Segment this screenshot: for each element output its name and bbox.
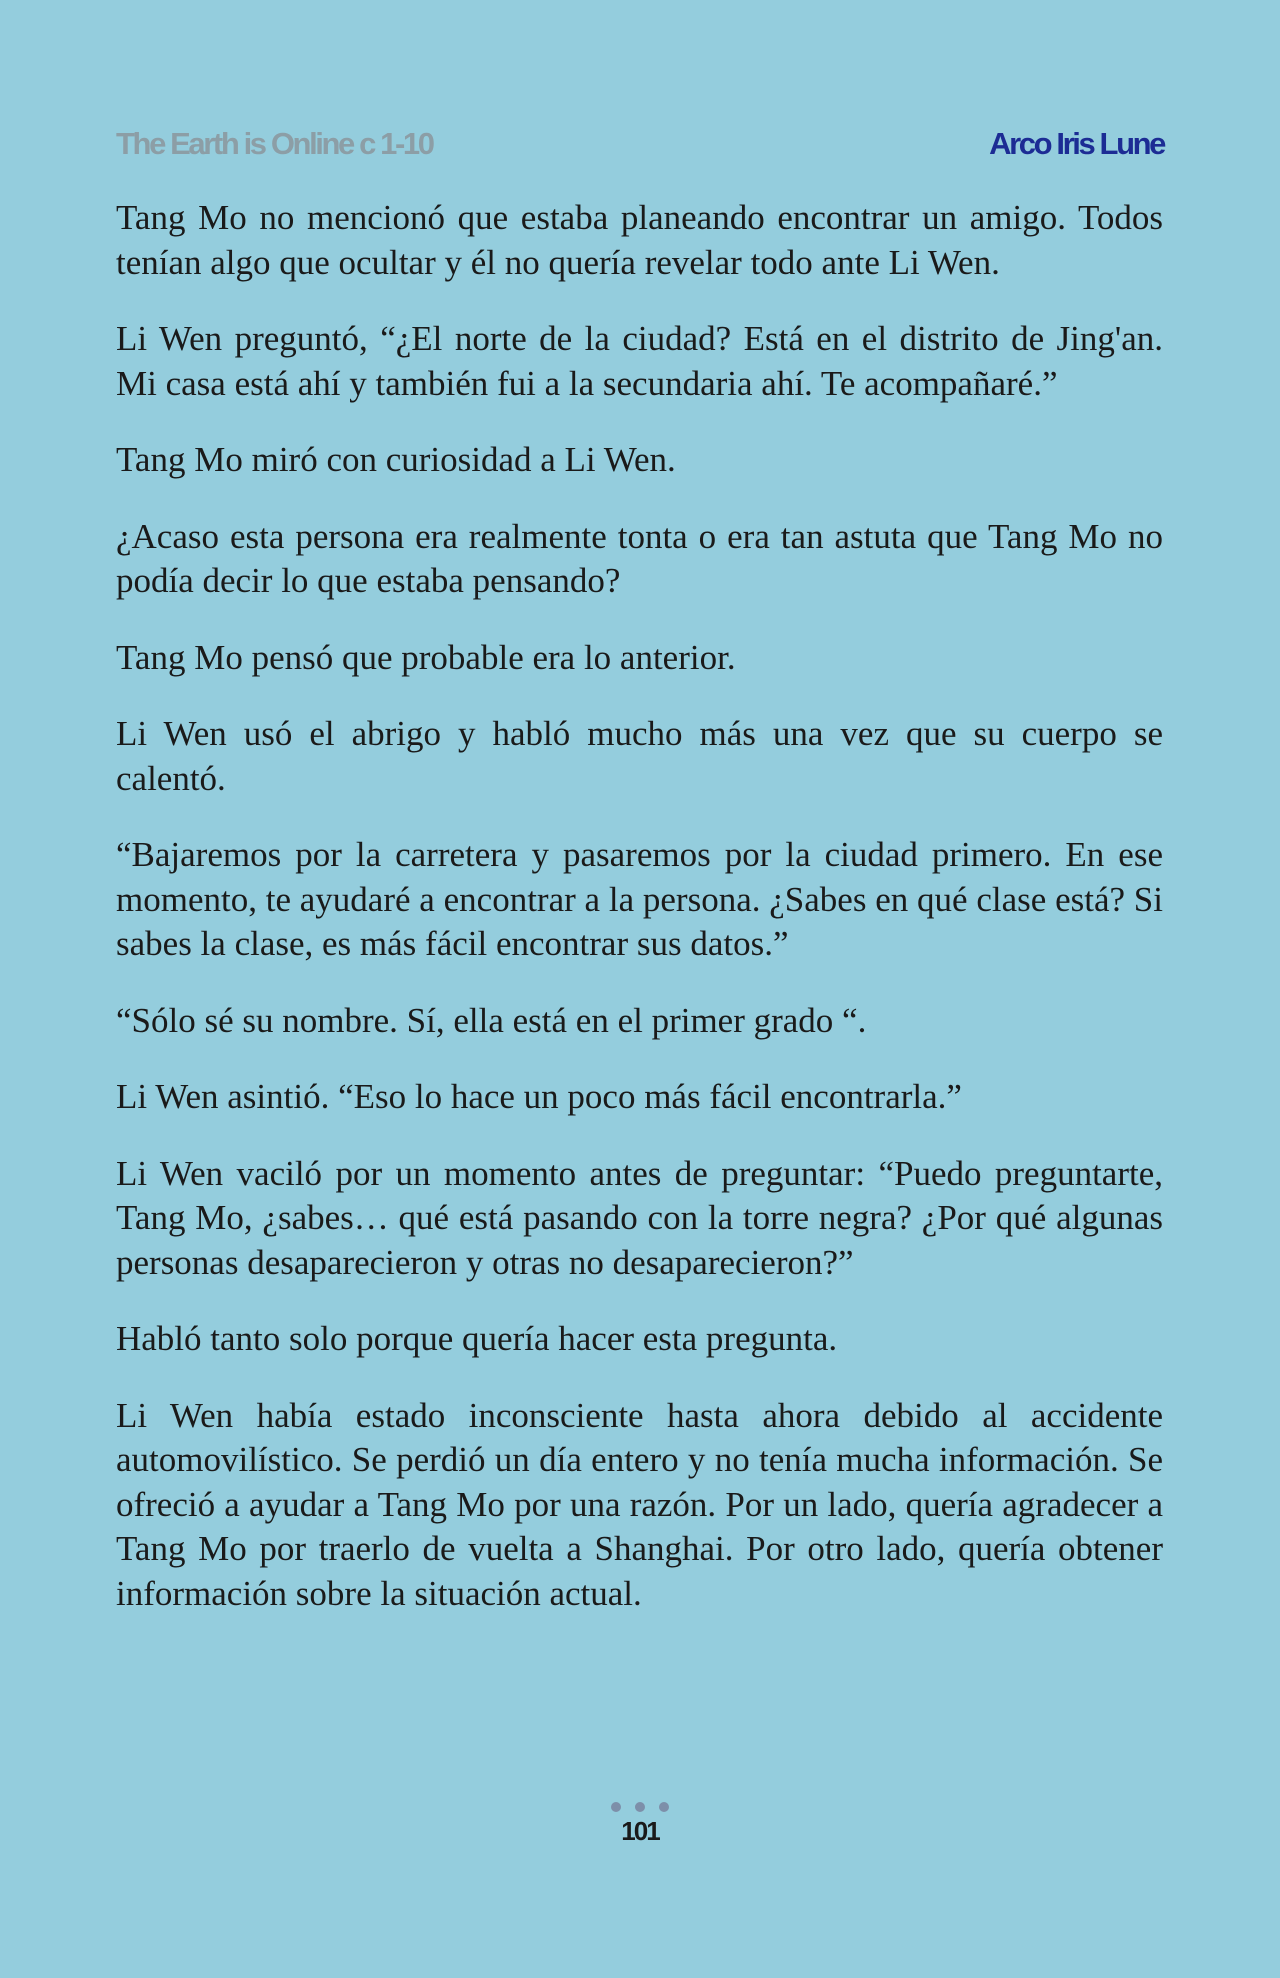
dot-icon [611,1802,621,1812]
dot-icon [635,1802,645,1812]
paragraph: Tang Mo miró con curiosidad a Li Wen. [116,440,676,479]
paragraph: “Sólo sé su nombre. Sí, ella está en el primer grado “. [116,1000,867,1040]
page-header [116,118,1164,162]
translator-credit: Arco Iris Lune [989,126,1164,161]
body-text [116,196,1163,1648]
paragraph: Tang Mo no mencionó que estaba planeando encontrar un amigo. Todos tenían algo que ocultar y él no quería revelar todo ante Li Wen. [116,198,1163,282]
dot-icon [659,1802,669,1812]
paragraph: ¿Acaso esta persona era realmente tonta o era tan astuta que Tang Mo no podía decir lo que estaba pensando? [116,516,1163,600]
page-footer [0,1800,1280,1847]
book-title: The Earth is Online c 1-10 [116,126,433,161]
page-number: 101 [621,1816,659,1846]
paragraph: “Bajaremos por la carretera y pasaremos por la ciudad primero. En ese momento, te ayudaré a encontrar a la persona. ¿Sabes en qué clase está? Si sabes la clase, es más fácil encontrar sus datos.” [116,835,1163,963]
paragraph: Li Wen había estado inconsciente hasta ahora debido al accidente automovilístico. Se perdió un día entero y no tenía mucha información. Se ofreció a ayudar a Tang Mo por una razón. Por un lado, quería agradecer a Tang Mo por traerlo de vuelta a Shanghai. Por otro lado, quería obtener información sobre la situación actual. [116,1395,1163,1613]
paragraph: Li Wen asintió. “Eso lo hace un poco más fácil encontrarla.” [116,1077,962,1116]
paragraph: Tang Mo pensó que probable era lo anterior. [116,637,736,677]
ornament-dots-icon [0,1800,1280,1814]
paragraph: Li Wen usó el abrigo y habló mucho más una vez que su cuerpo se calentó. [116,714,1163,798]
paragraph: Li Wen vaciló por un momento antes de preguntar: “Puedo preguntarte, Tang Mo, ¿sabes… qué está pasando con la torre negra? ¿Por qué algunas personas desaparecieron y otras no desaparecieron?” [116,1153,1163,1282]
paragraph: Li Wen preguntó, “¿El norte de la ciudad? Está en el distrito de Jing'an. Mi casa está ahí y también fui a la secundaria ahí. Te acompañaré.” [116,319,1163,403]
paragraph: Habló tanto solo porque quería hacer esta pregunta. [116,1319,838,1358]
